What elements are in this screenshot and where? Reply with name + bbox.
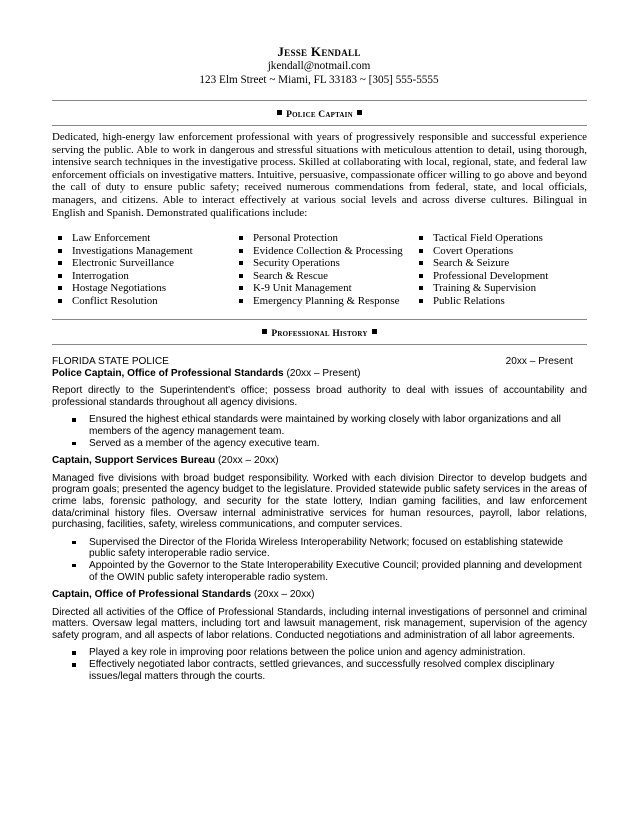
skill-item: Training & Supervision — [419, 282, 548, 295]
skill-item: Emergency Planning & Response — [239, 295, 403, 308]
skill-item: Public Relations — [419, 295, 548, 308]
position-period: (20xx – 20xx) — [253, 589, 315, 601]
skill-item: Search & Seizure — [419, 257, 548, 270]
skill-item: Evidence Collection & Processing — [239, 245, 403, 258]
position-title-row — [52, 455, 587, 467]
achievement-item: Supervised the Director of the Florida Wireless Interoperability Network; focused on establishing statewide public safety interoperable radio service. — [52, 537, 587, 560]
position-achievements — [52, 537, 587, 583]
position-description: Directed all activities of the Office of Professional Standards, including internal investigations of personnel and criminal matters. Oversaw legal matters, including tort and lawsuit management, risk management, supervision of the agency safety program, and all aspects of labor relations. Conducted negotiations and administration of all labor agreements. — [52, 606, 587, 641]
position-achievements — [52, 647, 587, 682]
achievement-item: Ensured the highest ethical standards were maintained by working closely with labor organizations and all members of the agency management team. — [52, 414, 587, 437]
skill-item: Investigations Management — [58, 245, 193, 258]
skill-item: Hostage Negotiations — [58, 282, 193, 295]
position-title: Police Captain, Office of Professional Standards — [52, 367, 284, 379]
history-title: Professional History — [271, 329, 368, 339]
skills-column-2 — [239, 232, 403, 308]
professional-summary: Dedicated, high-energy law enforcement professional with years of progressively responsible and successful experience serving the public. Able to work in dangerous and stressful situations with meticulous attention to detail, using thorough, intensive search techniques in the investigative process. Skilled at collaborating with local, regional, state, and federal law enforcement officials on investigative matters. Intuitive, persuasive, compassionate officer willing to go above and beyond the call of duty to ensure public safety; received numerous commendations from federal, state, and local officials, managers, and citizens. Able to interact effectively at various social levels and across diverse cultures. Bilingual in English and Spanish. Demonstrated qualifications include: — [52, 131, 587, 219]
achievement-item: Appointed by the Governor to the State Interoperability Executive Council; provided planning and development of the OWIN public safety interoperable radio system. — [52, 560, 587, 583]
objective-title-row — [52, 109, 587, 121]
skill-item: Security Operations — [239, 257, 403, 270]
candidate-address: 123 Elm Street ~ Miami, FL 33183 ~ [305] 555-5555 — [199, 73, 439, 86]
skills-column-1 — [58, 232, 193, 308]
candidate-name: Jesse Kendall — [277, 44, 361, 59]
position-description: Report directly to the Superintendent's office; possess broad authority to deal with issues of accountability and professional standards throughout all agency divisions. — [52, 385, 587, 408]
position-block — [52, 589, 587, 682]
skill-item: Interrogation — [58, 270, 193, 283]
employer-name: FLORIDA STATE POLICE — [52, 356, 169, 367]
position-title: Captain, Office of Professional Standards — [52, 589, 252, 601]
position-description: Managed five divisions with broad budget responsibility. Worked with each division Director to develop budgets and program goals; presented the agency budget to the legislature. Provided statewide public safety services in the areas of crime labs, forensic pathology, and security for the state lottery, Indian gaming facilities, and law enforcement data/criminal history files. Oversaw internal administrative services for human resources, payroll, labor relations, purchasing, facilities, safety, wireless communications, and computer services. — [52, 472, 587, 531]
achievement-item: Played a key role in improving poor relations between the police union and agency administration. — [52, 647, 587, 659]
skill-item: Electronic Surveillance — [58, 257, 193, 270]
position-achievements — [52, 414, 587, 449]
skill-item: K-9 Unit Management — [239, 282, 403, 295]
position-title-row — [52, 589, 587, 601]
skill-item: Tactical Field Operations — [419, 232, 548, 245]
skill-item: Professional Development — [419, 270, 548, 283]
skill-item: Search & Rescue — [239, 270, 403, 283]
position-period: (20xx – Present) — [286, 367, 361, 379]
resume-header — [0, 44, 638, 87]
objective-title: Police Captain — [286, 110, 353, 120]
skill-item: Law Enforcement — [58, 232, 193, 245]
history-rule-bottom — [52, 344, 587, 345]
achievement-item: Served as a member of the agency executive team. — [52, 438, 587, 450]
employer-row — [52, 356, 587, 368]
skills-column-3 — [419, 232, 548, 308]
skill-item: Covert Operations — [419, 245, 548, 258]
achievement-item: Effectively negotiated labor contracts, settled grievances, and successfully resolved complex disciplinary issues/legal matters through the courts. — [52, 659, 587, 682]
square-bullet-icon — [277, 110, 282, 115]
square-bullet-icon — [372, 329, 377, 334]
header-rule-top — [52, 100, 587, 101]
position-block — [52, 368, 587, 450]
square-bullet-icon — [357, 110, 362, 115]
history-rule-top — [52, 319, 587, 320]
position-title: Captain, Support Services Bureau — [52, 455, 216, 467]
position-block — [52, 455, 587, 583]
history-title-row — [52, 328, 587, 340]
position-title-row — [52, 368, 587, 380]
square-bullet-icon — [262, 329, 267, 334]
skill-item: Personal Protection — [239, 232, 403, 245]
skill-item: Conflict Resolution — [58, 295, 193, 308]
employer-dates: 20xx – Present — [505, 356, 573, 367]
experience-section — [52, 356, 587, 682]
position-period: (20xx – 20xx) — [218, 455, 279, 467]
header-rule-bottom — [52, 125, 587, 126]
candidate-email: jkendall@notmail.com — [267, 60, 371, 72]
